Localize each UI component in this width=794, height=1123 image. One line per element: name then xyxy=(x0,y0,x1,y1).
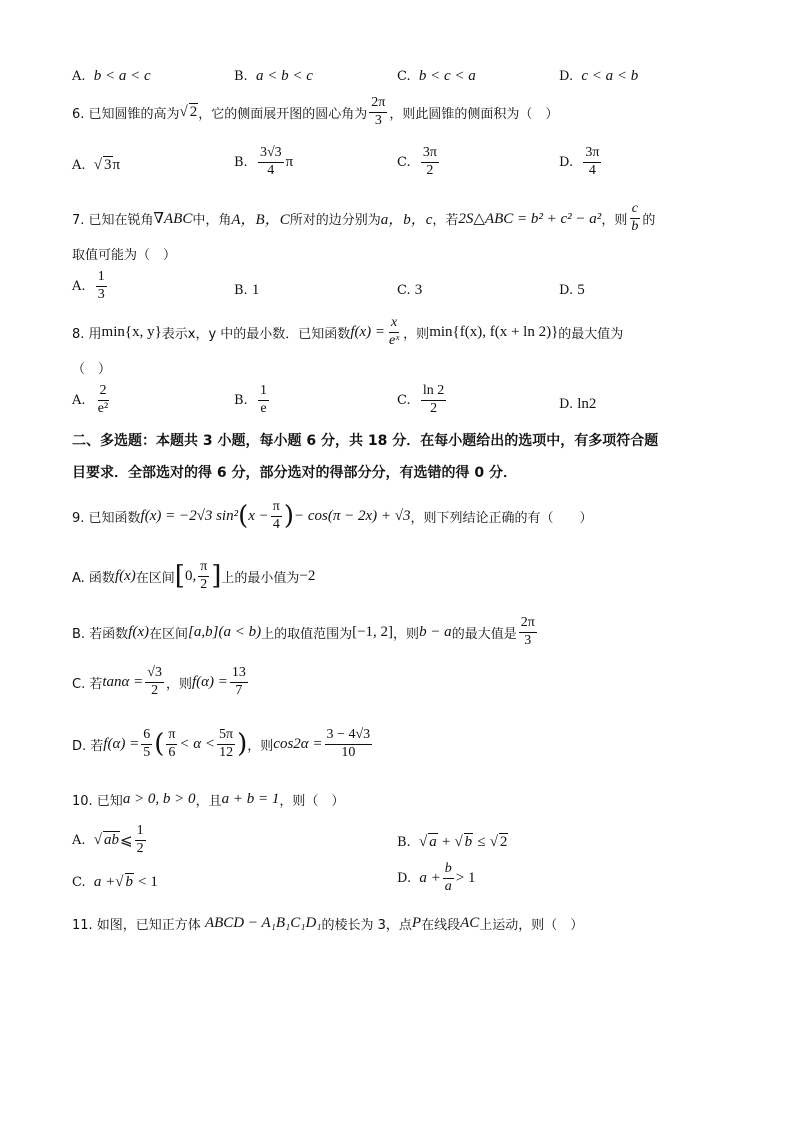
option-label: C. xyxy=(397,283,411,298)
option-label: D. xyxy=(397,870,412,886)
option-math: + xyxy=(441,834,451,850)
q9-option-d xyxy=(72,728,374,760)
q5-option-c xyxy=(397,68,476,85)
option-fraction: $\frac{13}{7}$ xyxy=(231,665,246,698)
option-math: −2 xyxy=(299,567,316,584)
q11-text-2: 的棱长为 3，点 xyxy=(321,918,412,933)
option-math: a + xyxy=(93,874,116,890)
option-label: C. xyxy=(72,875,86,890)
q7-option-c xyxy=(397,282,422,299)
option-label: B. xyxy=(234,69,248,84)
q5-option-b xyxy=(234,68,313,85)
q7-text-7: 取值可能为（ ） xyxy=(72,248,177,263)
q10-text-1: 10. 已知 xyxy=(72,794,123,809)
option-fraction: $\frac{1}{e}$ xyxy=(259,383,267,416)
q9-text-2: ，则下列结论正确的有（ ） xyxy=(410,510,593,526)
option-math: b − a xyxy=(419,623,452,640)
q8-option-d xyxy=(559,396,596,413)
option-text: A. 函数 xyxy=(72,570,115,586)
q11-stem xyxy=(72,914,583,933)
q5-option-d xyxy=(559,68,638,85)
option-math: f(x) xyxy=(114,567,136,584)
option-label: C. xyxy=(397,392,411,408)
q7-ratio: $\frac{c}{b}$ xyxy=(631,201,639,234)
q8-option-b xyxy=(234,384,271,416)
q10-text-2: ，且 xyxy=(195,794,222,809)
q8-text-2: 表示x，y 中的最小数．已知函数 xyxy=(161,326,351,342)
option-fraction: $\frac{6}{5}$ xyxy=(143,727,151,760)
q7-text-6: 的 xyxy=(642,212,656,228)
option-label: D. xyxy=(559,154,574,170)
option-text: B. 若函数 xyxy=(72,626,129,642)
q10-text-3: ，则（ ） xyxy=(279,794,345,809)
q6-stem xyxy=(72,96,558,128)
option-text: 上的最小值为 xyxy=(221,570,300,586)
option-math: tanα = xyxy=(102,673,144,690)
q8-text-1: 8. 用 xyxy=(72,326,102,342)
q7-option-b xyxy=(234,282,259,299)
q10-stem xyxy=(72,790,344,809)
q7-condition: 2S△ABC = b² + c² − a² xyxy=(458,210,602,227)
q8-text-5: （ ） xyxy=(72,362,112,377)
section-2-text-1: 二、多选题：本题共 3 小题，每小题 6 分，共 18 分．在每小题给出的选项中，有多项符合题 xyxy=(72,433,659,449)
option-text: 在区间 xyxy=(149,626,189,642)
q6-angle-fraction: $\frac{2\pi}{3}$ xyxy=(371,95,386,128)
q7-triangle: ∇ABC xyxy=(153,210,193,227)
section-2-heading-line2 xyxy=(72,462,517,482)
option-math: √ a xyxy=(418,834,437,850)
q9-function-part-2: − cos(π − 2x) + √3 xyxy=(294,507,411,524)
left-bracket: [ xyxy=(174,561,185,592)
option-math: cos2α = xyxy=(273,735,323,752)
q6-option-d xyxy=(559,146,603,178)
right-paren: ) xyxy=(283,501,295,532)
q6-text-3: ，则此圆锥的侧面积为（ ） xyxy=(389,106,559,122)
q11-text-3: 在线段 xyxy=(421,918,461,933)
option-label: D. xyxy=(559,283,574,298)
q7-angles: A，B，C xyxy=(231,211,290,228)
option-fraction: $\frac{\pi}{6}$ xyxy=(168,727,176,760)
option-label: A. xyxy=(72,392,86,408)
q6-text-1: 6. 已知圆锥的高为 xyxy=(72,106,180,122)
option-text: 的最大值是 xyxy=(451,626,517,642)
option-fraction: $\frac{3\pi}{4}$ xyxy=(585,145,600,178)
q7-option-d xyxy=(559,282,585,299)
q7-text-1: 7. 已知在锐角 xyxy=(72,212,154,228)
option-text: 上的取值范围为 xyxy=(261,626,353,642)
option-relation: > 1 xyxy=(455,869,476,886)
option-fraction: $\frac{2\pi}{3}$ xyxy=(520,615,535,648)
q9-option-c xyxy=(72,666,250,698)
q8-stem xyxy=(72,316,623,348)
option-label: C. xyxy=(397,69,411,84)
option-text: ，则 xyxy=(247,738,274,754)
q7-text-5: ，则 xyxy=(601,212,628,228)
q8-min-expr: min{x, y} xyxy=(101,323,162,340)
q11-cube: ABCD − A₁B₁C₁D₁ xyxy=(204,915,322,931)
option-label: A. xyxy=(72,158,86,173)
option-text: D. 若 xyxy=(72,738,104,754)
option-fraction: $\frac{3√3}{4}$ xyxy=(259,145,282,178)
q8-stem-line2 xyxy=(72,358,111,377)
option-label: A. xyxy=(72,69,86,84)
q7-option-a xyxy=(72,270,109,302)
option-relation: < 1 xyxy=(138,874,158,890)
option-text: 在区间 xyxy=(135,570,175,586)
option-label: A. xyxy=(72,832,86,848)
option-math: √ 2 xyxy=(489,834,508,850)
q9-function-part-1: f(x) = −2√3 sin² xyxy=(140,507,239,524)
q8-function: f(x) = xyxy=(350,323,385,340)
q9-pi-fraction: $\frac{\pi}{4}$ xyxy=(272,499,280,532)
option-math: √ ab xyxy=(93,831,120,848)
option-math: f(α) = xyxy=(191,673,228,690)
q10-option-b xyxy=(397,834,508,851)
option-text: ，则 xyxy=(165,676,192,692)
q11-segment: AC xyxy=(460,915,480,931)
q6-option-a xyxy=(72,157,120,174)
option-value: 5 xyxy=(577,282,585,298)
q8-function-fraction: $\frac{x}{\text{eˣ}}$ xyxy=(389,315,400,348)
q7-stem-line2 xyxy=(72,244,176,263)
q8-option-a xyxy=(72,384,112,416)
q7-stem xyxy=(72,202,655,234)
option-label: C. xyxy=(397,154,411,170)
q6-option-c xyxy=(397,146,441,178)
q8-min-function: min{f(x), f(x + ln 2)} xyxy=(429,323,559,340)
option-label: A. xyxy=(72,278,86,294)
option-math: a + xyxy=(419,869,441,886)
option-label: D. xyxy=(559,397,574,412)
option-relation: ≤ xyxy=(477,834,486,850)
q9-text-1: 9. 已知函数 xyxy=(72,510,141,526)
q7-text-3: 所对的边分别为 xyxy=(289,212,381,228)
option-math: f(α) = xyxy=(103,735,140,752)
option-value: √ 3π xyxy=(93,157,121,173)
option-math: f(x) xyxy=(128,623,150,640)
option-label: B. xyxy=(234,392,248,408)
q9-option-b xyxy=(72,616,539,648)
option-fraction: $\frac{3 - 4√3}{10}$ xyxy=(326,727,371,760)
option-fraction: $\frac{1}{2}$ xyxy=(136,823,144,856)
q10-option-c xyxy=(72,874,158,891)
option-math: [a,b](a < b) xyxy=(188,623,262,640)
option-label: B. xyxy=(234,283,248,298)
option-expr: a < b < c xyxy=(255,68,313,84)
q6-height: √ 2 xyxy=(179,103,198,120)
option-expr: c < a < b xyxy=(581,68,639,84)
q6-text-2: ，它的侧面展开图的圆心角为 xyxy=(198,106,368,122)
option-math: < α < xyxy=(179,735,216,752)
q5-option-a xyxy=(72,68,151,85)
q7-text-2: 中，角 xyxy=(192,212,232,228)
option-label: B. xyxy=(397,835,411,850)
q11-text-4: 上运动，则（ ） xyxy=(479,918,584,933)
option-value: 1 xyxy=(251,282,260,298)
option-label: D. xyxy=(559,69,574,84)
option-label: B. xyxy=(234,154,248,170)
option-fraction: $\frac{\pi}{2}$ xyxy=(200,559,208,592)
left-paren: ( xyxy=(238,501,249,532)
right-bracket: ] xyxy=(211,561,222,592)
option-fraction: $\frac{b}{a}$ xyxy=(444,861,452,894)
q8-text-4: 的最大值为 xyxy=(558,326,624,342)
q6-option-b xyxy=(234,146,293,178)
q10-option-a xyxy=(72,824,148,856)
q10-option-d xyxy=(397,862,475,894)
q7-sides: a，b，c xyxy=(380,211,433,228)
section-2-text-2: 目要求．全部选对的得 6 分，部分选对的得部分分，有选错的得 0 分． xyxy=(72,465,517,481)
option-text: ，则 xyxy=(393,626,420,642)
option-math: 0, xyxy=(184,567,197,584)
option-math: √ b xyxy=(454,834,473,850)
option-fraction: $\frac{\ln 2}{2}$ xyxy=(422,383,445,416)
option-fraction: $\frac{3\pi}{2}$ xyxy=(422,145,437,178)
q11-text-1: 11. 如图，已知正方体 xyxy=(72,918,201,933)
q9-option-a xyxy=(72,560,315,592)
option-relation: ⩽ xyxy=(120,832,133,849)
option-fraction: $\frac{√3}{2}$ xyxy=(147,665,162,698)
q9-inner: x − xyxy=(248,507,269,524)
q7-text-4: ，若 xyxy=(432,212,459,228)
option-fraction: $\frac{2}{\text{e²}}$ xyxy=(97,383,109,416)
left-paren: ( xyxy=(154,729,165,760)
option-value: 3 xyxy=(414,282,423,298)
right-paren: ) xyxy=(237,729,248,760)
q11-point: P xyxy=(411,915,422,931)
option-suffix: π xyxy=(285,153,294,170)
option-expr: b < c < a xyxy=(418,68,476,84)
option-expr: b < a < c xyxy=(93,68,151,84)
q8-option-c xyxy=(397,384,448,416)
q10-condition-2: a + b = 1 xyxy=(221,791,280,807)
section-2-heading-line1 xyxy=(72,430,658,450)
option-value: ln2 xyxy=(577,396,597,412)
q10-condition-1: a > 0, b > 0 xyxy=(122,791,196,807)
option-math: √ b xyxy=(115,874,133,890)
option-text: C. 若 xyxy=(72,676,103,692)
option-math: [−1, 2] xyxy=(352,623,394,640)
q8-text-3: ，则 xyxy=(403,326,430,342)
option-fraction: $\frac{5\pi}{12}$ xyxy=(219,727,234,760)
option-fraction: $\frac{1}{3}$ xyxy=(97,269,105,302)
q9-stem xyxy=(72,500,593,532)
